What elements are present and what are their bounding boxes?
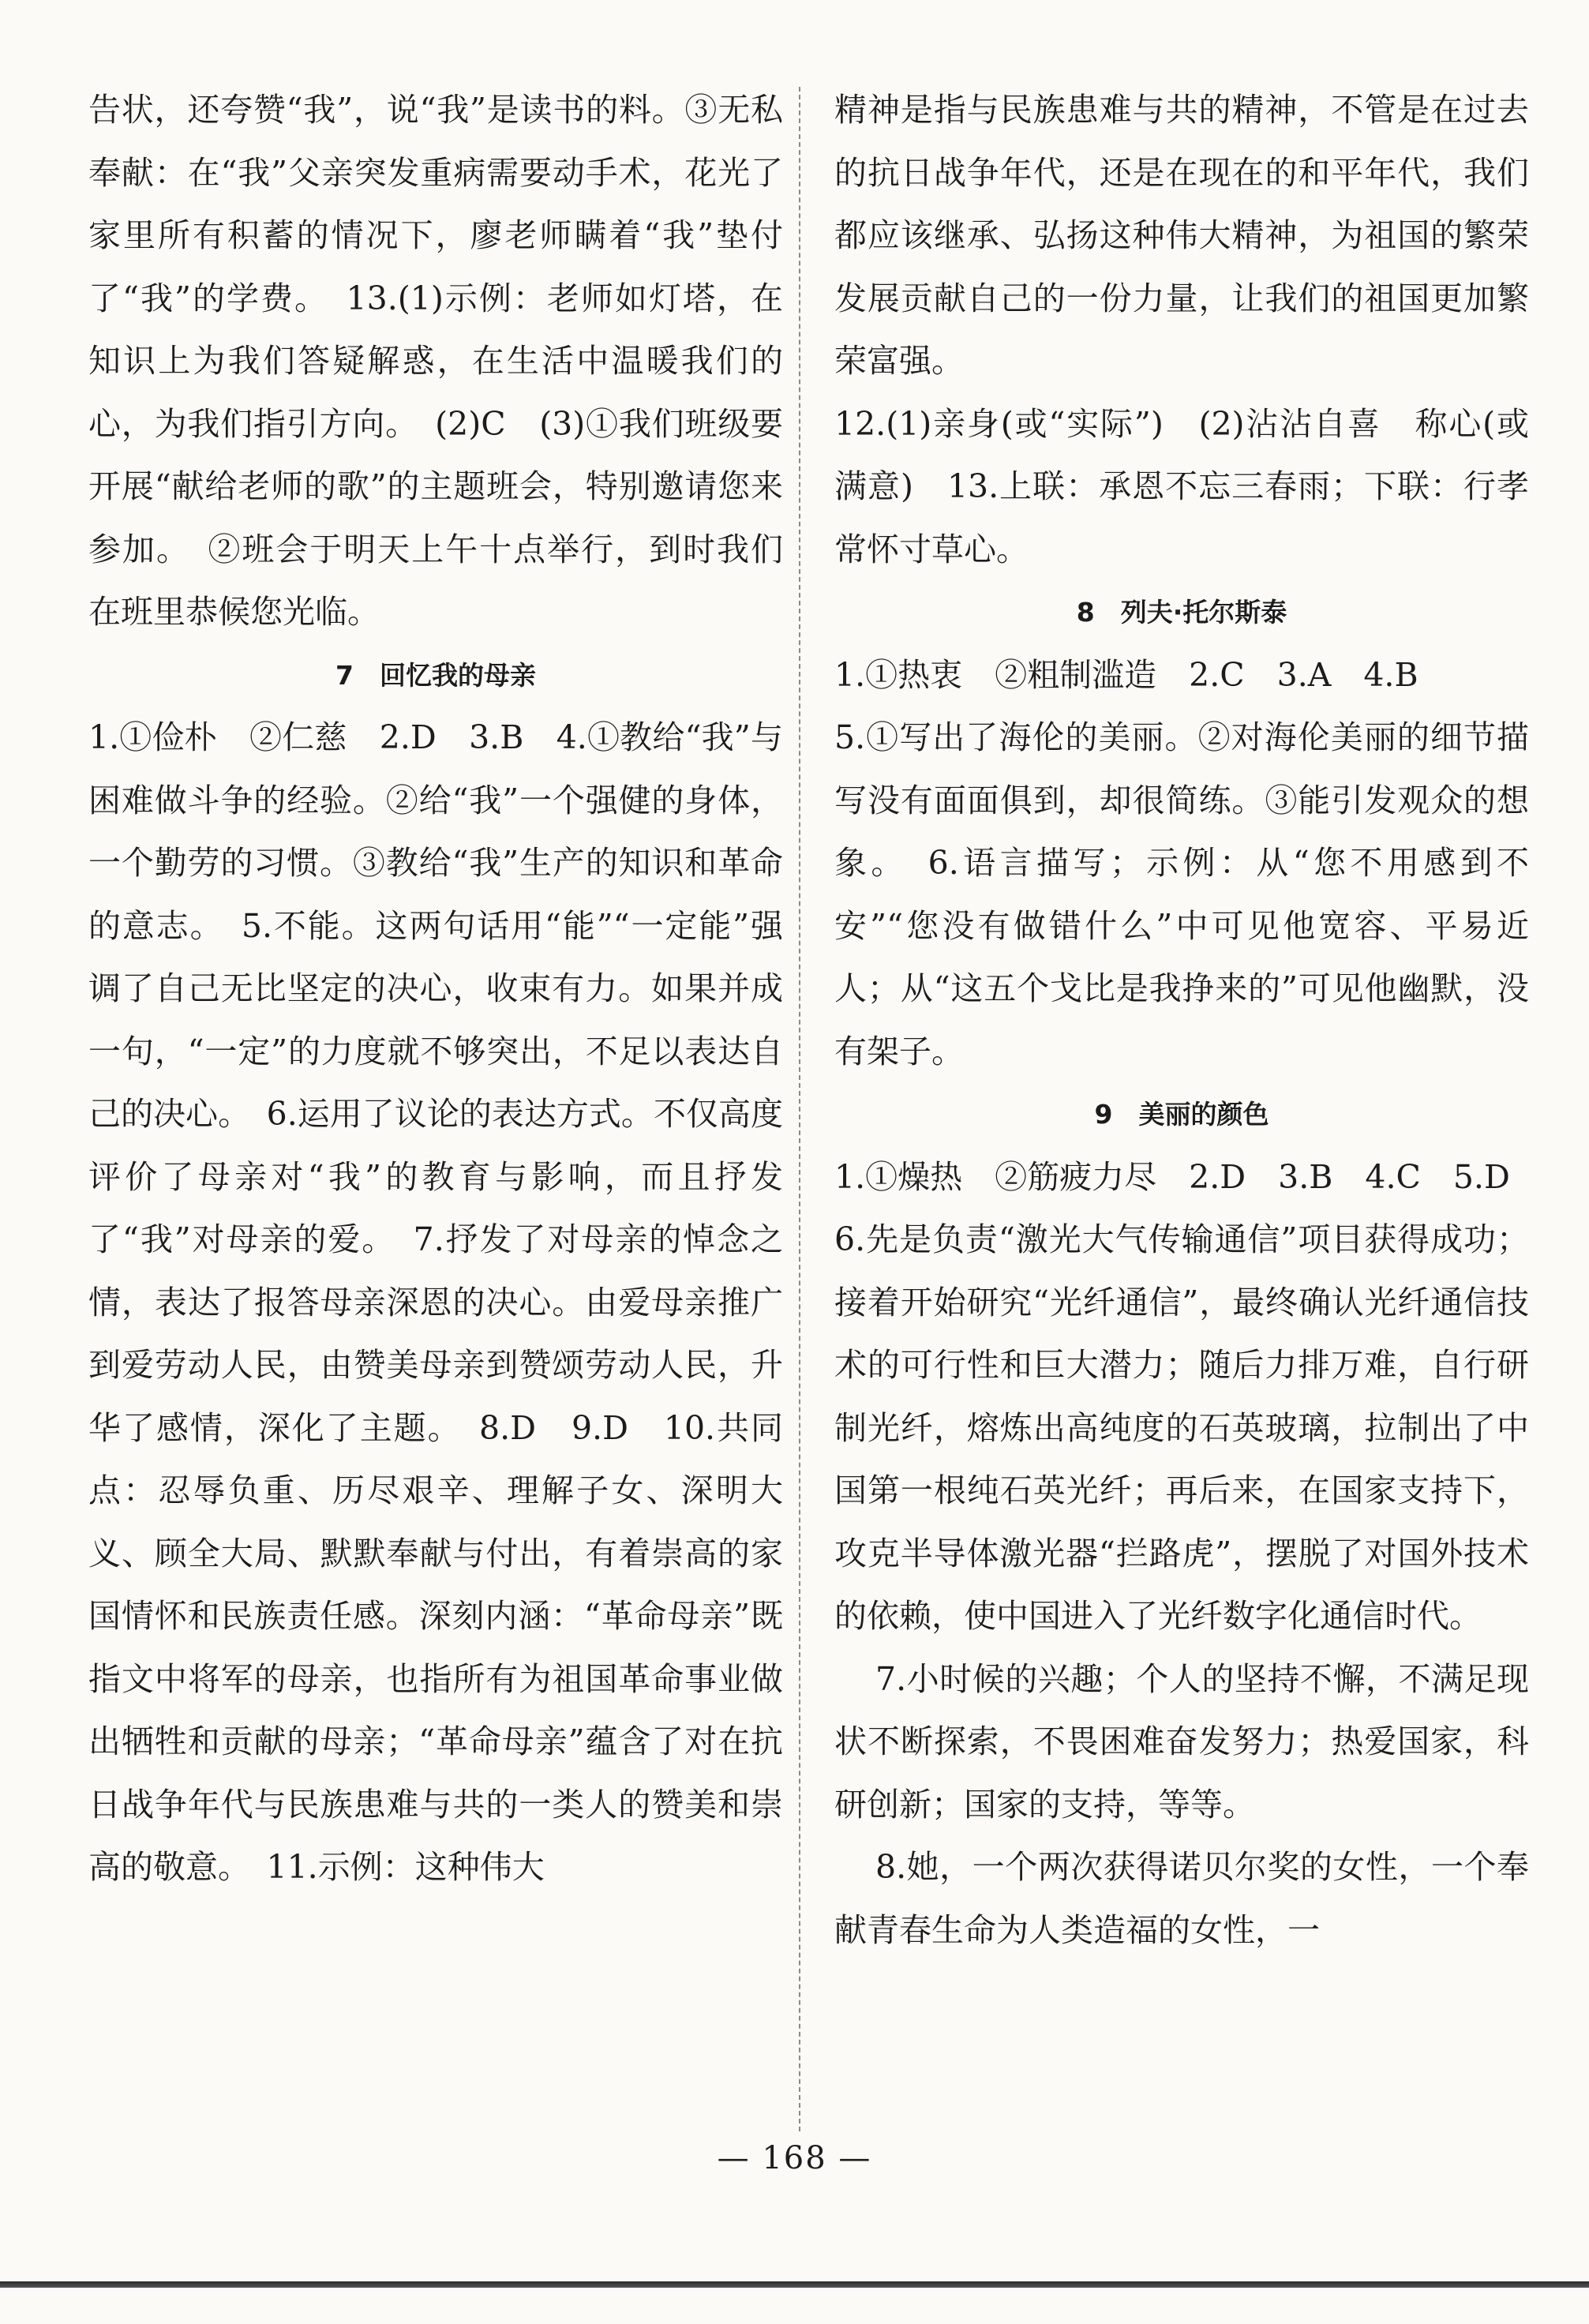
section-title-9: 9 美丽的颜色 — [1094, 1099, 1269, 1130]
answer-paragraph: 1.①燥热 ②筋疲力尽 2.D 3.B 4.C 5.D — [834, 1157, 1510, 1196]
section-title-8: 8 列夫·托尔斯泰 — [1076, 597, 1287, 628]
answer-paragraph: 告状，还夸赞“我”，说“我”是读书的料。③无私奉献：在“我”父亲突发重病需要动手术，花光了家里所有积蓄的情况下，廖老师瞒着“我”垫付了“我”的学费。 13.(1)示例：老师如灯塔，在知识上为我们答疑解惑，在生活中温暖我们的心，为我们指引方向。 (2)C (3)①我们班级要开展“献给老师的歌”的主题班会，特别邀请您来参加。 ②班会于明天上午十点举行，到时我们在班里恭候您光临。 — [88, 91, 783, 631]
answer-paragraph: 精神是指与民族患难与共的精神，不管是在过去的抗日战争年代，还是在现在的和平年代，我们都应该继承、弘扬这种伟大精神，为祖国的繁荣发展贡献自己的一份力量，让我们的祖国更加繁荣富强。 — [834, 91, 1529, 380]
answer-paragraph: 6.先是负责“激光大气传输通信”项目获得成功；接着开始研究“光纤通信”，最终确认光纤通信技术的可行性和巨大潜力；随后力排万难，自行研制光纤，熔炼出高纯度的石英玻璃，拉制出了中国第一根纯石英光纤；再后来，在国家支持下，攻克半导体激光器“拦路虎”，摆脱了对国外技术的依赖，使中国进入了光纤数字化通信时代。 — [834, 1220, 1529, 1635]
answer-paragraph: 8.她，一个两次获得诺贝尔奖的女性，一个奉献青春生命为人类造福的女性，一 — [834, 1848, 1529, 1949]
left-column — [88, 79, 783, 1899]
section-title-7: 7 回忆我的母亲 — [335, 659, 536, 691]
answer-paragraph: 5.①写出了海伦的美丽。②对海伦美丽的细节描写没有面面俱到，却很简练。③能引发观众的想象。 6.语言描写；示例：从“您不用感到不安”“您没有做错什么”中可见他宽容、平易近人；从“这五个戈比是我挣来的”可见他幽默，没有架子。 — [834, 718, 1529, 1070]
page-number: — 168 — — [717, 2140, 872, 2176]
answer-paragraph: 12.(1)亲身(或“实际”) (2)沾沾自喜 称心(或满意) 13.上联：承恩不忘三春雨；下联：行孝常怀寸草心。 — [834, 404, 1529, 568]
answer-paragraph: 1.①热衷 ②粗制滥造 2.C 3.A 4.B — [834, 655, 1418, 694]
right-column — [834, 79, 1529, 1962]
bottom-rule — [0, 2281, 1589, 2288]
answer-paragraph: 1.①俭朴 ②仁慈 2.D 3.B 4.①教给“我”与困难做斗争的经验。②给“我”一个强健的身体，一个勤劳的习惯。③教给“我”生产的知识和革命的意志。 5.不能。这两句话用“能”“一定能”强调了自己无比坚定的决心，收束有力。如果并成一句，“一定”的力度就不够突出，不足以表达自己的决心。 6.运用了议论的表达方式。不仅高度评价了母亲对“我”的教育与影响，而且抒发了“我”对母亲的爱。 7.抒发了对母亲的悼念之情，表达了报答母亲深恩的决心。由爱母亲推广到爱劳动人民，由赞美母亲到赞颂劳动人民，升华了感情，深化了主题。 8.D 9.D 10.共同点：忍辱负重、历尽艰辛、理解子女、深明大义、顾全大局、默默奉献与付出，有着崇高的家国情怀和民族责任感。深刻内涵：“革命母亲”既指文中将军的母亲，也指所有为祖国革命事业做出牺牲和贡献的母亲；“革命母亲”蕴含了对在抗日战争年代与民族患难与共的一类人的赞美和崇高的敬意。 11.示例：这种伟大 — [88, 718, 783, 1886]
answer-paragraph: 7.小时候的兴趣；个人的坚持不懈，不满足现状不断探索，不畏困难奋发努力；热爱国家，科研创新；国家的支持，等等。 — [834, 1659, 1529, 1824]
column-divider — [799, 87, 800, 2131]
